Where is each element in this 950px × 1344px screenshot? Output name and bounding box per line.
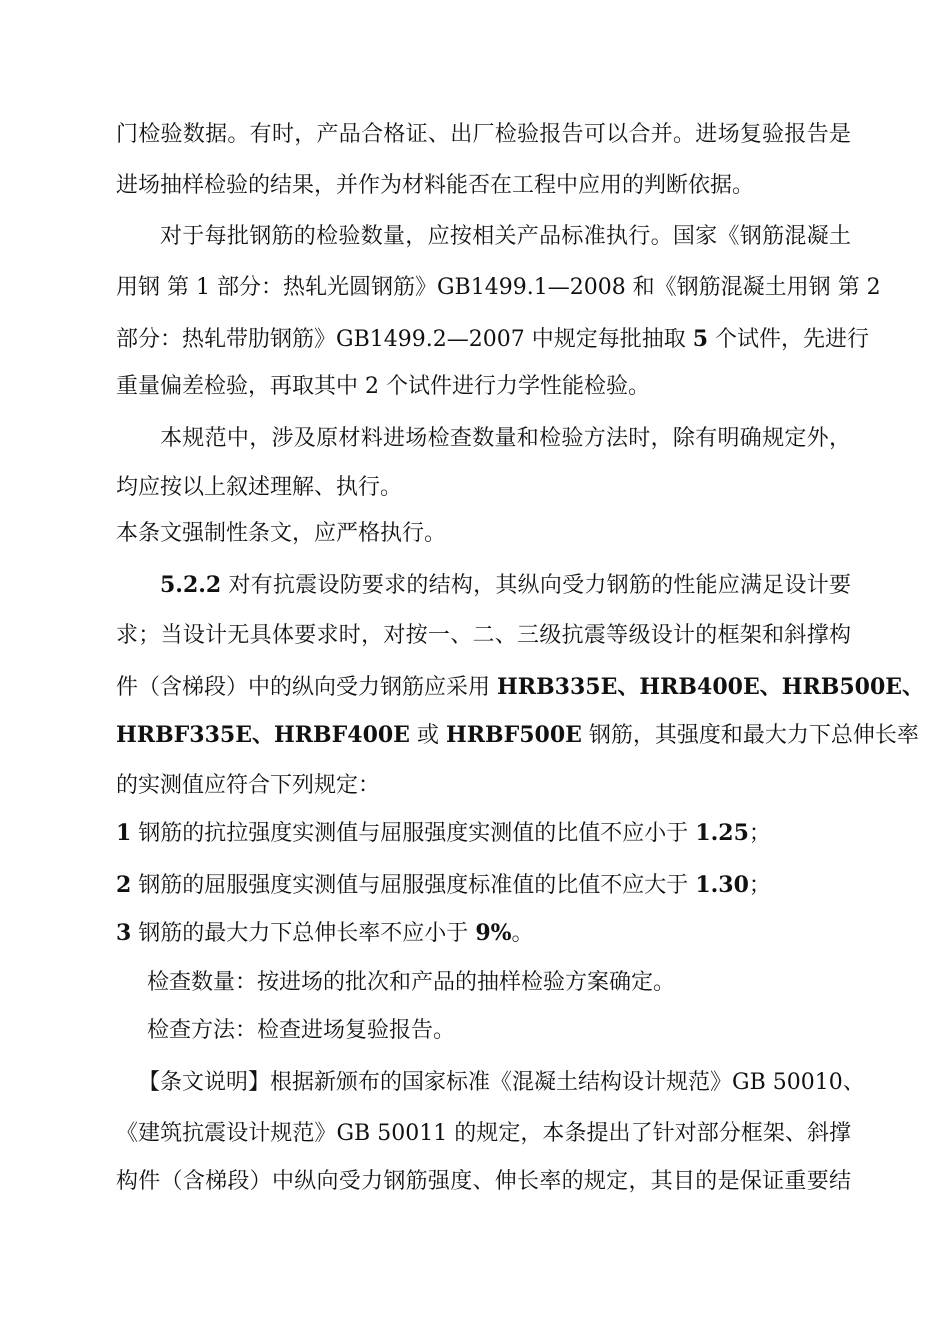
text-span: 钢筋，其强度和最大力下总伸长率 bbox=[581, 723, 919, 748]
text-span: 。 bbox=[511, 921, 534, 946]
text-line: 均应按以上叙述理解、执行。 bbox=[116, 475, 403, 500]
bold-number: 9% bbox=[475, 920, 512, 946]
item-number: 3 bbox=[116, 920, 132, 946]
bold-number: 1.30 bbox=[695, 872, 749, 898]
steel-grade-list: HRB335E、HRB400E、HRB500E、 bbox=[497, 674, 925, 700]
requirement-item bbox=[116, 870, 851, 901]
steel-grade-list: HRBF335E、HRBF400E bbox=[116, 722, 410, 748]
clause-heading-line bbox=[160, 570, 851, 601]
text-span: 对有抗震设防要求的结构，其纵向受力钢筋的性能应满足设计要 bbox=[221, 573, 851, 598]
text-line: 重量偏差检验，再取其中 2 个试件进行力学性能检验。 bbox=[116, 374, 650, 399]
text-span: ； bbox=[748, 821, 771, 846]
text-line: 检查方法：检查进场复验报告。 bbox=[147, 1018, 456, 1043]
requirement-item bbox=[116, 818, 851, 849]
text-span: 个试件，先进行 bbox=[708, 327, 870, 352]
text-line: 构件（含梯段）中纵向受力钢筋强度、伸长率的规定，其目的是保证重要结 bbox=[116, 1169, 851, 1194]
text-line: 本规范中，涉及原材料进场检查数量和检验方法时，除有明确规定外， bbox=[160, 426, 851, 451]
item-number: 2 bbox=[116, 872, 132, 898]
text-line: 用钢 第 1 部分：热轧光圆钢筋》GB1499.1—2008 和《钢筋混凝土用钢 第 2 bbox=[116, 275, 881, 300]
text-line bbox=[116, 324, 870, 355]
text-line: 检查数量：按进场的批次和产品的抽样检验方案确定。 bbox=[147, 970, 676, 995]
text-span: 钢筋的抗拉强度实测值与屈服强度实测值的比值不应小于 bbox=[131, 821, 696, 846]
text-span: 钢筋的屈服强度实测值与屈服强度标准值的比值不应大于 bbox=[131, 873, 696, 898]
item-number: 1 bbox=[116, 820, 132, 846]
text-line: 对于每批钢筋的检验数量，应按相关产品标准执行。国家《钢筋混凝土 bbox=[160, 224, 851, 249]
text-span: ； bbox=[748, 873, 771, 898]
clause-number: 5.2.2 bbox=[160, 572, 222, 598]
requirement-item bbox=[116, 918, 851, 949]
bold-number: 5 bbox=[692, 326, 709, 352]
text-span: 或 bbox=[409, 723, 446, 748]
text-span: 部分：热轧带肋钢筋》GB1499.2—2007 中规定每批抽取 bbox=[116, 327, 693, 352]
text-line: 的实测值应符合下列规定： bbox=[116, 773, 381, 798]
bold-number: 1.25 bbox=[695, 820, 749, 846]
text-span: 钢筋的最大力下总伸长率不应小于 bbox=[131, 921, 476, 946]
text-line: 门检验数据。有时，产品合格证、出厂检验报告可以合并。进场复验报告是 bbox=[116, 122, 851, 147]
text-line bbox=[116, 672, 925, 703]
text-line: 《建筑抗震设计规范》GB 50011 的规定，本条提出了针对部分框架、斜撑 bbox=[116, 1121, 851, 1146]
text-span: 件（含梯段）中的纵向受力钢筋应采用 bbox=[116, 675, 497, 700]
text-line bbox=[116, 720, 919, 751]
text-line: 进场抽样检验的结果，并作为材料能否在工程中应用的判断依据。 bbox=[116, 173, 755, 198]
text-line: 求；当设计无具体要求时，对按一、二、三级抗震等级设计的框架和斜撑构 bbox=[116, 623, 851, 648]
steel-grade: HRBF500E bbox=[445, 722, 582, 748]
text-line: 本条文强制性条文，应严格执行。 bbox=[116, 521, 447, 546]
text-line: 【条文说明】根据新颁布的国家标准《混凝土结构设计规范》GB 50010、 bbox=[138, 1070, 865, 1095]
